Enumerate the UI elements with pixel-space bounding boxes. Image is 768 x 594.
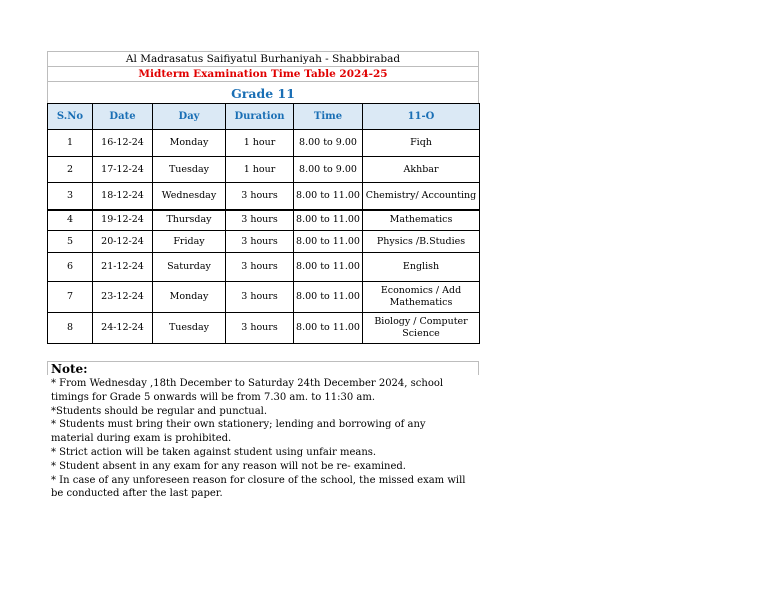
cell-subject: Economics / Add Mathematics bbox=[363, 282, 480, 313]
cell-date: 24-12-24 bbox=[93, 313, 153, 344]
grade-title: Grade 11 bbox=[47, 81, 479, 103]
table-row bbox=[48, 282, 480, 313]
cell-sno: 5 bbox=[48, 231, 93, 253]
timetable bbox=[47, 103, 480, 344]
cell-time: 8.00 to 11.00 bbox=[294, 183, 363, 210]
cell-sno: 7 bbox=[48, 282, 93, 313]
cell-date: 19-12-24 bbox=[93, 210, 153, 231]
note-item: * Students must bring their own stationery; lending and borrowing of any material during exam is prohibited. bbox=[51, 419, 426, 445]
cell-date: 16-12-24 bbox=[93, 130, 153, 157]
cell-subject: Physics /B.Studies bbox=[363, 231, 480, 253]
cell-day: Friday bbox=[153, 231, 226, 253]
col-class: 11-O bbox=[363, 104, 480, 130]
cell-time: 8.00 to 11.00 bbox=[294, 313, 363, 344]
cell-subject: Chemistry/ Accounting bbox=[363, 183, 480, 210]
timetable-sheet bbox=[47, 51, 479, 344]
table-row bbox=[48, 253, 480, 282]
notes-title: Note: bbox=[51, 362, 88, 376]
table-header-row bbox=[48, 104, 480, 130]
cell-date: 18-12-24 bbox=[93, 183, 153, 210]
cell-subject: Akhbar bbox=[363, 157, 480, 183]
table-row bbox=[48, 157, 480, 183]
cell-day: Tuesday bbox=[153, 157, 226, 183]
col-day: Day bbox=[153, 104, 226, 130]
cell-duration: 1 hour bbox=[226, 157, 294, 183]
cell-duration: 3 hours bbox=[226, 253, 294, 282]
table-row bbox=[48, 313, 480, 344]
cell-time: 8.00 to 11.00 bbox=[294, 282, 363, 313]
table-row bbox=[48, 231, 480, 253]
cell-time: 8.00 to 11.00 bbox=[294, 231, 363, 253]
cell-time: 8.00 to 11.00 bbox=[294, 210, 363, 231]
cell-sno: 4 bbox=[48, 210, 93, 231]
cell-time: 8.00 to 9.00 bbox=[294, 157, 363, 183]
cell-subject: Mathematics bbox=[363, 210, 480, 231]
cell-day: Monday bbox=[153, 282, 226, 313]
table-row bbox=[48, 183, 480, 210]
cell-duration: 3 hours bbox=[226, 282, 294, 313]
cell-subject: Biology / Computer Science bbox=[363, 313, 480, 344]
note-divider bbox=[47, 361, 479, 375]
cell-duration: 3 hours bbox=[226, 313, 294, 344]
cell-date: 23-12-24 bbox=[93, 282, 153, 313]
cell-duration: 3 hours bbox=[226, 183, 294, 210]
cell-duration: 1 hour bbox=[226, 130, 294, 157]
cell-day: Wednesday bbox=[153, 183, 226, 210]
note-item: * Student absent in any exam for any reason will not be re- examined. bbox=[51, 460, 406, 472]
cell-date: 20-12-24 bbox=[93, 231, 153, 253]
notes-list bbox=[51, 377, 471, 501]
col-duration: Duration bbox=[226, 104, 294, 130]
note-item: * In case of any unforeseen reason for closure of the school, the missed exam will be conducted after the last paper. bbox=[51, 474, 466, 500]
cell-duration: 3 hours bbox=[226, 231, 294, 253]
cell-sno: 2 bbox=[48, 157, 93, 183]
note-item: * Strict action will be taken against student using unfair means. bbox=[51, 446, 377, 458]
exam-title: Midterm Examination Time Table 2024-25 bbox=[47, 66, 479, 81]
table-row bbox=[48, 210, 480, 231]
cell-day: Saturday bbox=[153, 253, 226, 282]
cell-day: Tuesday bbox=[153, 313, 226, 344]
school-name: Al Madrasatus Saifiyatul Burhaniyah - Shabbirabad bbox=[47, 51, 479, 66]
cell-sno: 6 bbox=[48, 253, 93, 282]
note-item: *Students should be regular and punctual. bbox=[51, 405, 268, 417]
cell-sno: 3 bbox=[48, 183, 93, 210]
col-sno: S.No bbox=[48, 104, 93, 130]
cell-subject: Fiqh bbox=[363, 130, 480, 157]
cell-day: Monday bbox=[153, 130, 226, 157]
cell-day: Thursday bbox=[153, 210, 226, 231]
note-item: * From Wednesday ,18th December to Saturday 24th December 2024, school timings for Grade 5 onwards will be from 7.30 am. to 11:30 am. bbox=[51, 378, 444, 403]
cell-date: 21-12-24 bbox=[93, 253, 153, 282]
cell-sno: 8 bbox=[48, 313, 93, 344]
cell-sno: 1 bbox=[48, 130, 93, 157]
cell-time: 8.00 to 11.00 bbox=[294, 253, 363, 282]
col-date: Date bbox=[93, 104, 153, 130]
cell-subject: English bbox=[363, 253, 480, 282]
col-time: Time bbox=[294, 104, 363, 130]
cell-date: 17-12-24 bbox=[93, 157, 153, 183]
table-row bbox=[48, 130, 480, 157]
cell-duration: 3 hours bbox=[226, 210, 294, 231]
cell-time: 8.00 to 9.00 bbox=[294, 130, 363, 157]
